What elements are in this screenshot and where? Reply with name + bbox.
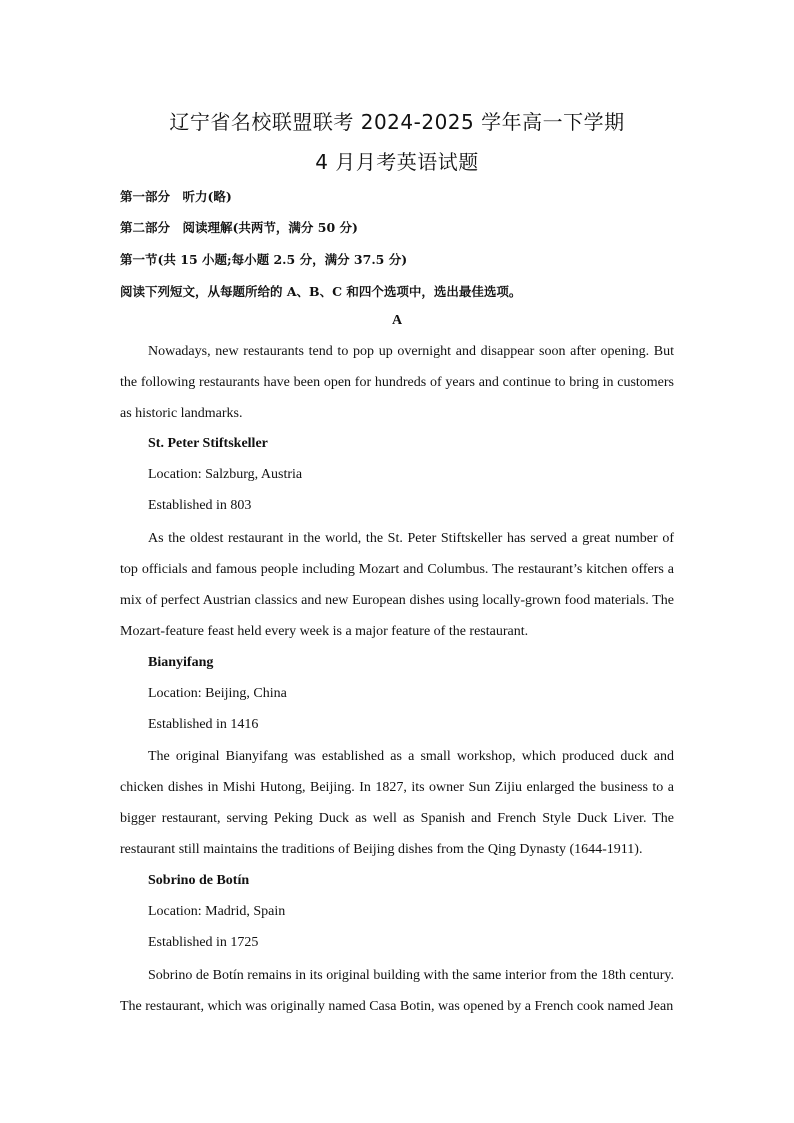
exam-title-line1: 辽宁省名校联盟联考 2024-2025 学年高一下学期 xyxy=(169,110,625,134)
passage-intro: Nowadays, new restaurants tend to pop up overnight and disappear soon after opening. But the following restaurants have been open for hundreds of years and continue to bring in customers as historic landmarks. xyxy=(120,344,674,421)
restaurant-3-name: Sobrino de Botín xyxy=(148,873,250,888)
passage-label: A xyxy=(391,313,403,328)
restaurant-1-description: As the oldest restaurant in the world, the St. Peter Stiftskeller has served a great number of top officials and famous people including Mozart and Columbus. The restaurant’s kitchen offers a mix of perfect Austrian classics and new European dishes using locally-grown food materials. The Mozart-feature feast held every week is a major feature of the restaurant. xyxy=(120,531,674,639)
restaurant-2-established: Established in 1416 xyxy=(148,717,259,732)
reading-instruction: 阅读下列短文，从每题所给的 A、B、C 和四个选项中，选出最佳选项。 xyxy=(120,284,522,299)
restaurant-3-location: Location: Madrid, Spain xyxy=(148,904,286,919)
restaurant-3-description: Sobrino de Botín remains in its original building with the same interior from the 18th century. The restaurant, which was originally named Casa Botin, was opened by a French cook named Jean xyxy=(120,968,674,1014)
restaurant-1-established: Established in 803 xyxy=(148,498,252,513)
exam-title-line2: 4 月月考英语试题 xyxy=(315,150,479,174)
section1-heading: 第一节(共 15 小题;每小题 2.5 分，满分 37.5 分) xyxy=(120,252,408,267)
restaurant-2-name: Bianyifang xyxy=(148,655,214,670)
part1-heading: 第一部分 听力(略) xyxy=(120,189,232,204)
part2-heading: 第二部分 阅读理解(共两节，满分 50 分) xyxy=(120,220,358,235)
restaurant-1-name: St. Peter Stiftskeller xyxy=(148,436,268,451)
restaurant-1-location: Location: Salzburg, Austria xyxy=(148,467,303,482)
restaurant-2-location: Location: Beijing, China xyxy=(148,686,287,701)
restaurant-2-description: The original Bianyifang was established as a small workshop, which produced duck and chicken dishes in Mishi Hutong, Beijing. In 1827, its owner Sun Zijiu enlarged the business to a bigger restaurant, serving Peking Duck as well as Spanish and French Style Duck Liver. The restaurant still maintains the traditions of Beijing dishes from the Qing Dynasty (1644-1911). xyxy=(120,749,674,857)
restaurant-3-established: Established in 1725 xyxy=(148,935,259,950)
